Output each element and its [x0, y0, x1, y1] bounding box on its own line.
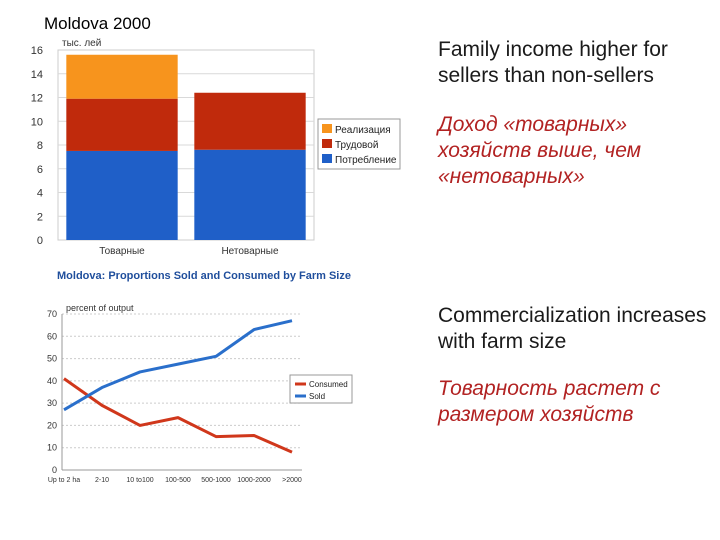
series-lines: [64, 321, 292, 452]
y-tick-label: 10: [30, 116, 43, 129]
y-tick-label: 14: [30, 68, 43, 81]
x-tick-label: 2-10: [94, 477, 110, 484]
stacked-bar-chart: [0, 0, 420, 270]
x-tick-labels: [48, 477, 302, 484]
x-tick-labels: [99, 246, 279, 257]
y-tick-label: 6: [36, 163, 43, 176]
x-tick-label: Up to 2 ha: [47, 477, 81, 484]
legend-label: Реализация: [335, 125, 391, 136]
legend-label: Consumed: [309, 380, 348, 389]
caption-ru-income: Доход «товарных» хозяйств выше, чем «нетоварных»: [438, 113, 642, 188]
caption-ru-commercialization: Товарность растет с размером хозяйств: [438, 377, 661, 426]
y-tick-label: 2: [36, 211, 43, 224]
x-tick-label: 100-500: [165, 477, 191, 484]
y-tick-label: 10: [46, 442, 57, 453]
y-tick-label: 70: [46, 309, 57, 319]
legend-label: Трудовой: [335, 140, 379, 151]
chart-title: Moldova: Proportions Sold and Consumed by Farm Size: [57, 270, 351, 282]
y-tick-label: 4: [36, 187, 43, 200]
y-tick-label: 40: [46, 375, 57, 386]
y-tick-label: 0: [36, 235, 43, 247]
y-tick-label: 20: [46, 420, 57, 431]
bar-segment: [66, 99, 177, 151]
bar-segment: [194, 150, 305, 240]
y-tick-label: 30: [46, 398, 57, 409]
caption-en-income: Family income higher for sellers than non-sellers: [438, 38, 668, 87]
x-tick-label: 10 to100: [126, 477, 154, 484]
legend-swatch: [322, 124, 332, 133]
caption-en-commercialization: Commercialization increases with farm size: [438, 304, 707, 353]
legend-swatch: [322, 139, 332, 148]
legend-swatch: [322, 154, 332, 163]
x-tick-label: 1000-2000: [237, 477, 271, 484]
y-axis-label: тыс. лей: [62, 38, 102, 49]
gridlines: [62, 314, 302, 448]
y-tick-label: 50: [46, 353, 57, 364]
y-tick-label: 60: [46, 331, 57, 342]
bar-segment: [66, 151, 177, 240]
y-tick-label: 16: [30, 45, 43, 57]
y-tick-label: 0: [51, 465, 57, 475]
x-tick-label: Нетоварные: [221, 246, 279, 257]
x-tick-label: >2000: [282, 477, 302, 484]
y-tick-label: 8: [36, 140, 43, 152]
legend-label: Sold: [309, 392, 326, 401]
series-line: [64, 321, 292, 410]
y-tick-labels: [47, 309, 57, 475]
legend-label: Потребление: [335, 155, 397, 166]
slide-title: Moldova 2000: [44, 14, 151, 33]
x-tick-label: Товарные: [99, 246, 145, 257]
x-tick-label: 500-1000: [201, 477, 231, 484]
y-tick-labels: [31, 45, 43, 247]
y-axis-label: percent of output: [66, 303, 134, 313]
bar-segment: [66, 55, 177, 99]
y-tick-label: 12: [30, 92, 43, 105]
line-chart: [0, 280, 420, 500]
bar-segment: [194, 93, 305, 150]
